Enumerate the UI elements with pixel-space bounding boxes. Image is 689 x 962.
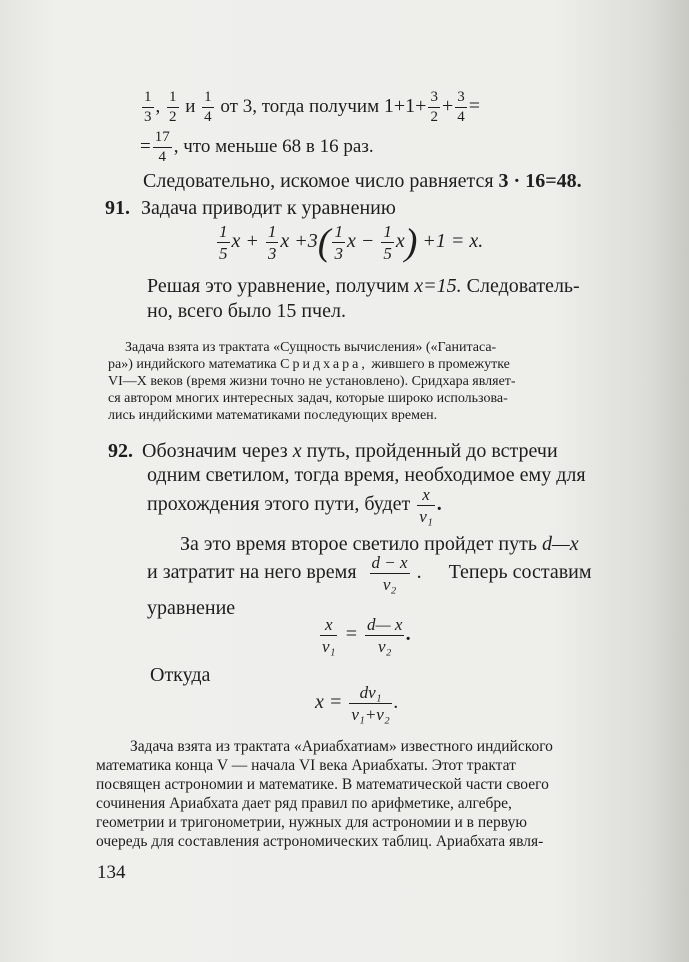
fraction: $\frac{d— x}{\text{v₂}}$	[366, 615, 403, 656]
fraction-x-over-v1: $\frac{x}{\text{v₁}}$	[419, 485, 433, 526]
problem-92-line5: и затратит на него время $\frac{d - x}{\text{v₂}}$ . Теперь составим	[147, 553, 592, 594]
fraction-one-half: $\frac{1}{2}$	[169, 89, 177, 125]
fraction-result-line: = $\frac{17}{4}$ , что меньше 68 в 16 раз.	[140, 129, 374, 165]
problem-92-line6: уравнение	[147, 597, 236, 619]
fraction: $\frac{1}{3}$	[334, 222, 343, 263]
note-91-line: лись индийскими математиками последующих времен.	[108, 408, 438, 423]
problem-number: 92.	[108, 440, 133, 462]
equation-92: $\frac{x}{\text{v₁}}$ = $\frac{d— x}{\text{v₂}}$ .	[322, 615, 412, 656]
note-91-line: Задача взята из трактата «Сущность вычисления» («Ганитаса-	[125, 340, 497, 355]
fraction-one-third: $\frac{1}{3}$	[144, 89, 152, 125]
note-92-line: очередь для составления астрономических таблиц. Ариабхата явля-	[96, 833, 544, 850]
fraction-three-quarters: $\frac{3}{4}$	[457, 89, 465, 125]
problem-92-line2: одним светилом, тогда время, необходимое ему для	[147, 464, 586, 486]
fraction: $\frac{\text{dv₁}}{\text{v₁+v₂}}$	[351, 683, 390, 724]
fraction-one-quarter: $\frac{1}{4}$	[204, 89, 212, 125]
equation-92-result: x = $\frac{\text{dv₁}}{\text{v₁+v₂}}$ .	[315, 683, 399, 724]
fraction: $\frac{1}{5}$	[383, 222, 392, 263]
note-92-line: сочинения Ариабхата дает ряд правил по арифметике, алгебре,	[96, 795, 512, 812]
fraction: $\frac{1}{3}$	[267, 222, 277, 263]
problem-number: 91.	[105, 197, 130, 219]
problem-92-line3: прохождения этого пути, будет $\frac{x}{\text{v₁}}$ .	[147, 485, 442, 526]
fraction: $\frac{x}{\text{v₁}}$	[322, 615, 336, 656]
problem-92-line4: За это время второе светило пройдет путь d—x	[180, 533, 579, 555]
note-92-line: посвящен астрономии и математике. В математической части своего	[96, 776, 549, 793]
whence-label: Откуда	[150, 664, 211, 686]
problem-91-heading: 91. Задача приводит к уравнению	[105, 197, 396, 219]
conclusion-line: Следовательно, искомое число равняется 3 · 16=48.	[143, 170, 582, 192]
fraction-three-halves: $\frac{3}{2}$	[430, 89, 438, 125]
page-number: 134	[97, 862, 126, 883]
solution-91-line2: но, всего было 15 пчел.	[147, 300, 346, 322]
fraction: $\frac{1}{5}$	[219, 222, 228, 263]
note-92-line: Задача взята из трактата «Ариабхатиам» известного индийского	[130, 738, 553, 755]
note-92-line: математика конца V — начала VI века Ариабхаты. Этот трактат	[96, 757, 516, 774]
fraction-d-minus-x-over-v2: $\frac{d - x}{\text{v₂}}$	[371, 553, 408, 594]
equation-91: $\frac{1}{5}$ x + $\frac{1}{3}$ x +3( $\frac{1}{3}$ x − $\frac{1}{5}$ x) +1 = x.	[219, 221, 484, 264]
note-92-line: геометрии и тригонометрии, нужных для астрономии и в первую	[96, 814, 527, 831]
fraction-line: $\frac{1}{3}$ , $\frac{1}{2}$ и $\frac{1}{4}$ от 3, тогда получим 1+1+ $\frac{3}{2}$ + $\frac{3}{4}$ =	[144, 89, 480, 125]
note-91-line: VI—X веков (время жизни точно не установлено). Сридхара являет-	[108, 374, 516, 389]
problem-92-line1: 92. Обозначим через x путь, пройденный до встречи	[108, 440, 558, 462]
note-91-line: ся автором многих интересных задач, которые широко использова-	[108, 391, 508, 406]
fraction-seventeen-quarters: $\frac{17}{4}$	[154, 129, 170, 165]
solution-91-line1: Решая это уравнение, получим x=15. Следователь-	[147, 275, 580, 297]
note-91-line: ра») индийского математика Сридхара, жившего в промежутке	[108, 357, 510, 372]
